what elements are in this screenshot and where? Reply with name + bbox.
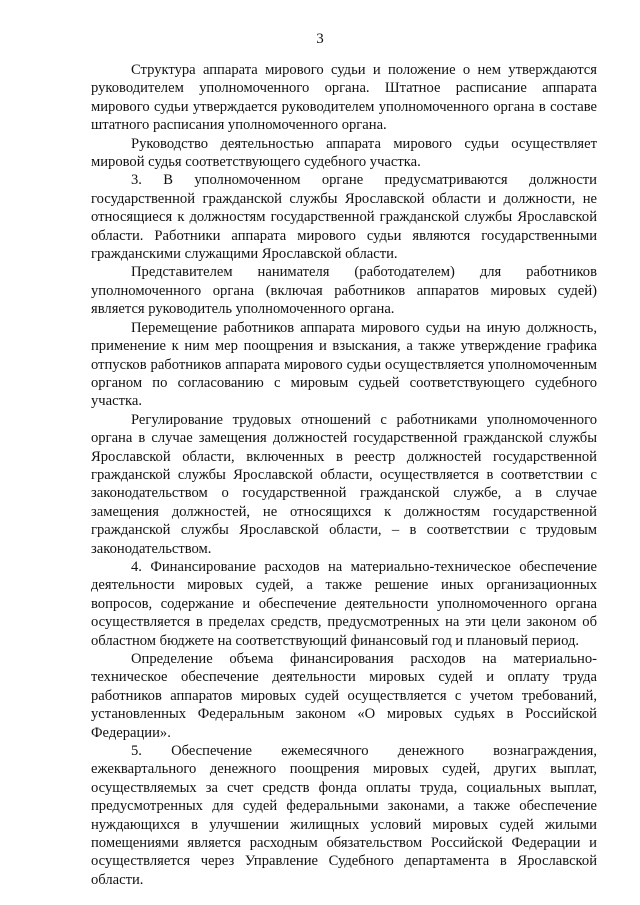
paragraph-5-remuneration: 5. Обеспечение ежемесячного денежного вознаграждения, ежеквартального денежного поощрения мировых судей, других выплат, осуществляемых за счет средств фонда оплаты труда, социальных выплат, предусмотренных для судей федеральными законами, а также обеспечение нуждающихся в улучшении жилищных условий мировых судей жилыми помещениями является расходным обязательством Российской Федерации и осуществляется через Управление Судебного департамента в Ярославской области. [91, 743, 597, 888]
paragraph-3-civil-service-positions: 3. В уполномоченном органе предусматриваются должности государственной гражданской службы Ярославской области и должности, не относящиеся к должностям государственной гражданской службы Ярославской области. Работники аппарата мирового судьи являются государственными гражданскими служащими Ярославской области. [91, 172, 597, 263]
paragraph-4-financing: 4. Финансирование расходов на материально-техническое обеспечение деятельности мировых судей, а также решение иных организационных вопросов, содержание и обеспечение деятельности уполномоченного органа осуществляется в пределах средств, предусмотренных на эти цели законом об областном бюджете на соответствующий финансовый год и плановый период. [91, 558, 597, 649]
page-number: 3 [316, 31, 324, 47]
paragraph-apparatus-management: Руководство деятельностью аппарата мирового судьи осуществляет мировой судья соответствующего судебного участка. [91, 135, 597, 171]
paragraph-financing-volume: Определение объема финансирования расходов на материально-техническое обеспечение деятельности мировых судей и оплату труда работников аппаратов мировых судей осуществляется с учетом требований, установленных Федеральным законом «О мировых судьях в Российской Федерации». [91, 651, 597, 741]
paragraph-apparatus-structure: Структура аппарата мирового судьи и положение о нем утверждаются руководителем уполномоченного органа. Штатное расписание аппарата мирового судьи утверждается руководителем уполномоченного органа в составе штатного расписания уполномоченного органа. [91, 62, 597, 134]
paragraph-employer-representative: Представителем нанимателя (работодателем) для работников уполномоченного органа (включая работников аппаратов мировых судей) является руководитель уполномоченного органа. [91, 264, 597, 318]
paragraph-staff-transfer: Перемещение работников аппарата мирового судьи на иную должность, применение к ним мер поощрения и взыскания, а также утверждение графика отпусков работников аппарата мирового судьи осуществляется уполномоченным органом по согласованию с мировым судьей соответствующего судебного участка. [91, 319, 597, 410]
document-body [91, 61, 597, 889]
paragraph-labor-relations: Регулирование трудовых отношений с работниками уполномоченного органа в случае замещения должностей государственной гражданской службы Ярославской области, включенных в реестр должностей государственной гражданской службы Ярославской области, осуществляется в соответствии с законодательством о государственной гражданской службе, а в случае замещения должностей, не относящихся к должностям государственной гражданской службы Ярославской области, – в соответствии с трудовым законодательством. [91, 411, 597, 557]
